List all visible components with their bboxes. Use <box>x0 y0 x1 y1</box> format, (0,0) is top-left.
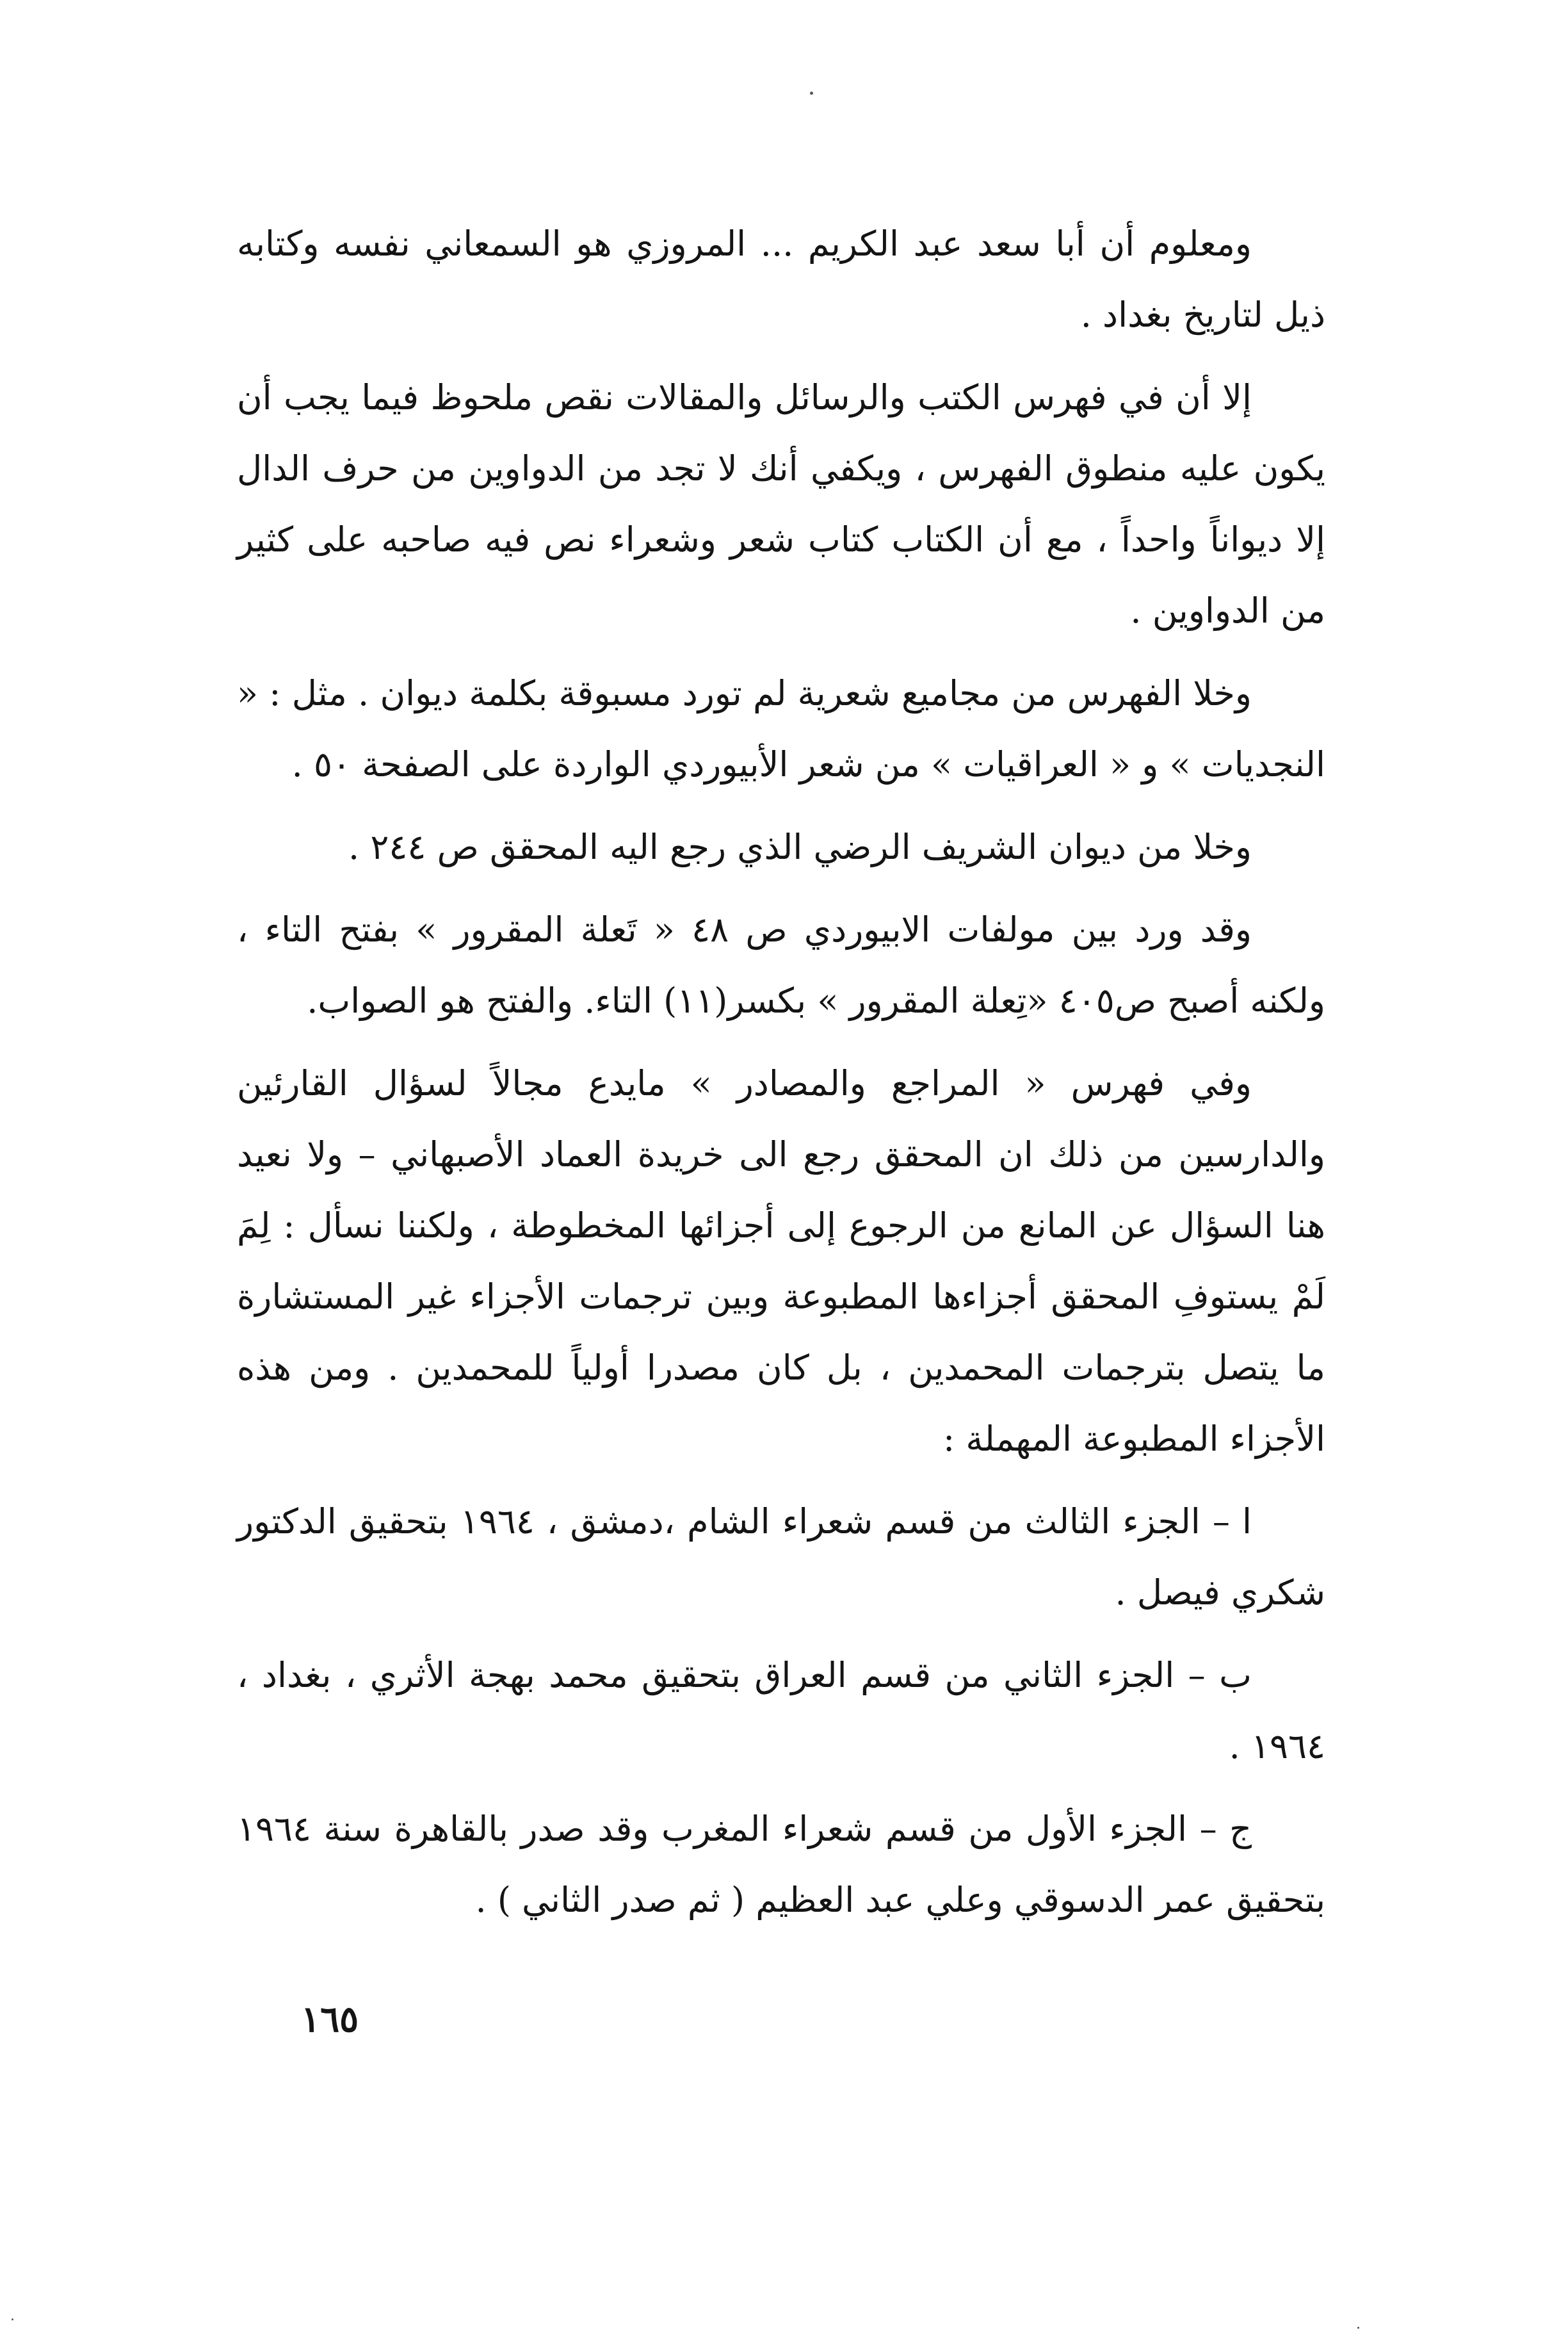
scan-speck <box>1357 2327 1359 2329</box>
list-item-a: ا – الجزء الثالث من قسم شعراء الشام ،دمشق ، ١٩٦٤ بتحقيق الدكتور شكري فيصل . <box>237 1501 1325 1613</box>
list-item-b: ب – الجزء الثاني من قسم العراق بتحقيق محمد بهجة الأثري ، بغداد ، ١٩٦٤ . <box>237 1655 1325 1766</box>
paragraph-abiwardi-works: وقد ورد بين مولفات الابيوردي ص ٤٨ « تَعلة المقرور » بفتح التاء ، ولكنه أصبح ص٤٠٥ «تِعلة المقرور » بكسر(١١) التاء. والفتح هو الصواب. <box>237 909 1325 1021</box>
page-number: ١٦٥ <box>301 1998 359 2041</box>
list-item-c: ج – الجزء الأول من قسم شعراء المغرب وقد صدر بالقاهرة سنة ١٩٦٤ بتحقيق عمر الدسوقي وعلي عبد العظيم ( ثم صدر الثاني ) . <box>237 1809 1325 1920</box>
scan-speck <box>810 92 813 95</box>
paragraph-sharif-radi: وخلا من ديوان الشريف الرضي الذي رجع اليه المحقق ص ٢٤٤ . <box>348 827 1252 867</box>
body-text <box>237 208 1325 1935</box>
paragraph-poetry-collections: وخلا الفهرس من مجاميع شعرية لم تورد مسبوقة بكلمة ديوان . مثل : « النجديات » و « العراقيات » من شعر الأبيوردي الواردة على الصفحة ٥٠ . <box>237 673 1325 785</box>
paragraph-references-index: وفي فهرس « المراجع والمصادر » مايدع مجالاً لسؤال القارئين والدارسين من ذلك ان المحقق رجع الى خريدة العماد الأصبهاني – ولا نعيد هنا السؤال عن المانع من الرجوع إلى أجزائها المخطوطة ، ولكننا نسأل : لِمَ لَمْ يستوفِ المحقق أجزاءها المطبوعة وبين ترجمات الأجزاء غير المستشارة ما يتصل بترجمات المحمدين ، بل كان مصدرا أولياً للمحمدين . ومن هذه الأجزاء المطبوعة المهملة : <box>237 1063 1325 1459</box>
paragraph-books-index: إلا أن في فهرس الكتب والرسائل والمقالات نقص ملحوظ فيما يجب أن يكون عليه منطوق الفهرس ، ويكفي أنك لا تجد من الدواوين من حرف الدال إلا ديواناً واحداً ، مع أن الكتاب كتاب شعر وشعراء نص فيه صاحبه على كثير من الدواوين . <box>237 377 1325 631</box>
scan-speck <box>12 2318 13 2320</box>
paragraph-samani: ومعلوم أن أبا سعد عبد الكريم ... المروزي هو السمعاني نفسه وكتابه ذيل لتاريخ بغداد . <box>237 224 1325 335</box>
